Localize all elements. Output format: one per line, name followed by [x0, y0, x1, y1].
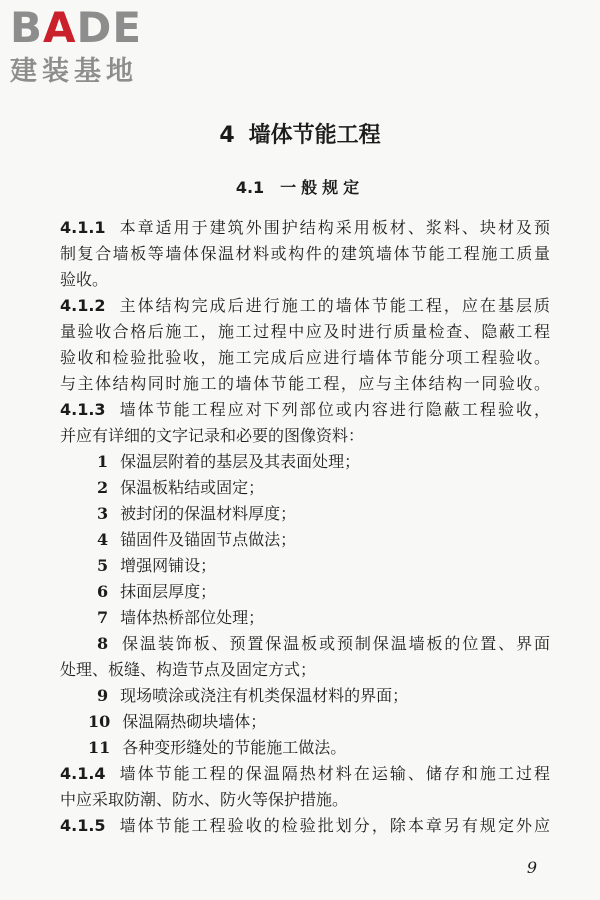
logo-chinese-name: 建装基地 [10, 56, 138, 87]
paragraph-line: 4.1.3 墙体节能工程应对下列部位或内容进行隐蔽工程验收， [60, 400, 550, 419]
clause-number: 4.1.1 [60, 218, 106, 237]
clause-number: 4.1.5 [60, 816, 106, 835]
section-title-text: 一般规定 [280, 178, 365, 197]
list-item: 2 保温板粘结或固定； [97, 478, 265, 497]
paragraph-line: 验收和检验批验收，施工完成后应进行墙体节能分项工程验收。 [60, 348, 550, 367]
clause-number: 4.1.2 [60, 296, 106, 315]
list-item: 5 增强网铺设； [97, 556, 217, 575]
list-item: 10 保温隔热砌块墙体； [88, 712, 267, 731]
paragraph-line: 中应采取防潮、防水、防火等保护措施。 [60, 790, 349, 809]
chapter-title-text: 墙体节能工程 [248, 123, 381, 148]
page-number: 9 [526, 858, 537, 877]
list-item: 7 墙体热桥部位处理； [97, 608, 265, 627]
paragraph-line: 量验收合格后施工，施工过程中应及时进行质量检查、隐蔽工程 [60, 322, 550, 341]
clause-number: 4.1.3 [60, 400, 106, 419]
chapter-title [0, 120, 600, 152]
logo-wordmark: BADE [10, 3, 143, 52]
list-item: 9 现场喷涂或浇注有机类保温材料的界面； [97, 686, 409, 705]
paragraph-line: 4.1.4 墙体节能工程的保温隔热材料在运输、储存和施工过程 [60, 764, 550, 783]
section-heading [0, 176, 600, 200]
list-item: 3 被封闭的保温材料厚度； [97, 504, 297, 523]
list-item: 1 保温层附着的基层及其表面处理； [97, 452, 361, 471]
brand-logo [10, 4, 180, 90]
chapter-number: 4 [219, 123, 235, 148]
list-item: 4 锚固件及锚固节点做法； [97, 530, 297, 549]
paragraph-line: 与主体结构同时施工的墙体节能工程，应与主体结构一同验收。 [60, 374, 550, 393]
paragraph-line: 制复合墙板等墙体保温材料或构件的建筑墙体节能工程施工质量 [60, 244, 550, 263]
section-number: 4.1 [235, 178, 265, 197]
paragraph-line: 4.1.2 主体结构完成后进行施工的墙体节能工程，应在基层质 [60, 296, 550, 315]
paragraph-line: 并应有详细的文字记录和必要的图像资料： [60, 426, 365, 445]
list-item: 6 抹面层厚度； [97, 582, 217, 601]
list-item: 11 各种变形缝处的节能施工做法。 [88, 738, 347, 757]
list-item-continuation: 处理、板缝、构造节点及固定方式； [60, 660, 317, 679]
paragraph-line: 4.1.1 本章适用于建筑外围护结构采用板材、浆料、块材及预 [60, 218, 550, 237]
clause-number: 4.1.4 [60, 764, 106, 783]
paragraph-line: 验收。 [60, 270, 109, 289]
document-body [60, 215, 550, 839]
list-item: 8 保温装饰板、预置保温板或预制保温墙板的位置、界面 [97, 634, 550, 653]
paragraph-line: 4.1.5 墙体节能工程验收的检验批划分，除本章另有规定外应 [60, 816, 550, 835]
